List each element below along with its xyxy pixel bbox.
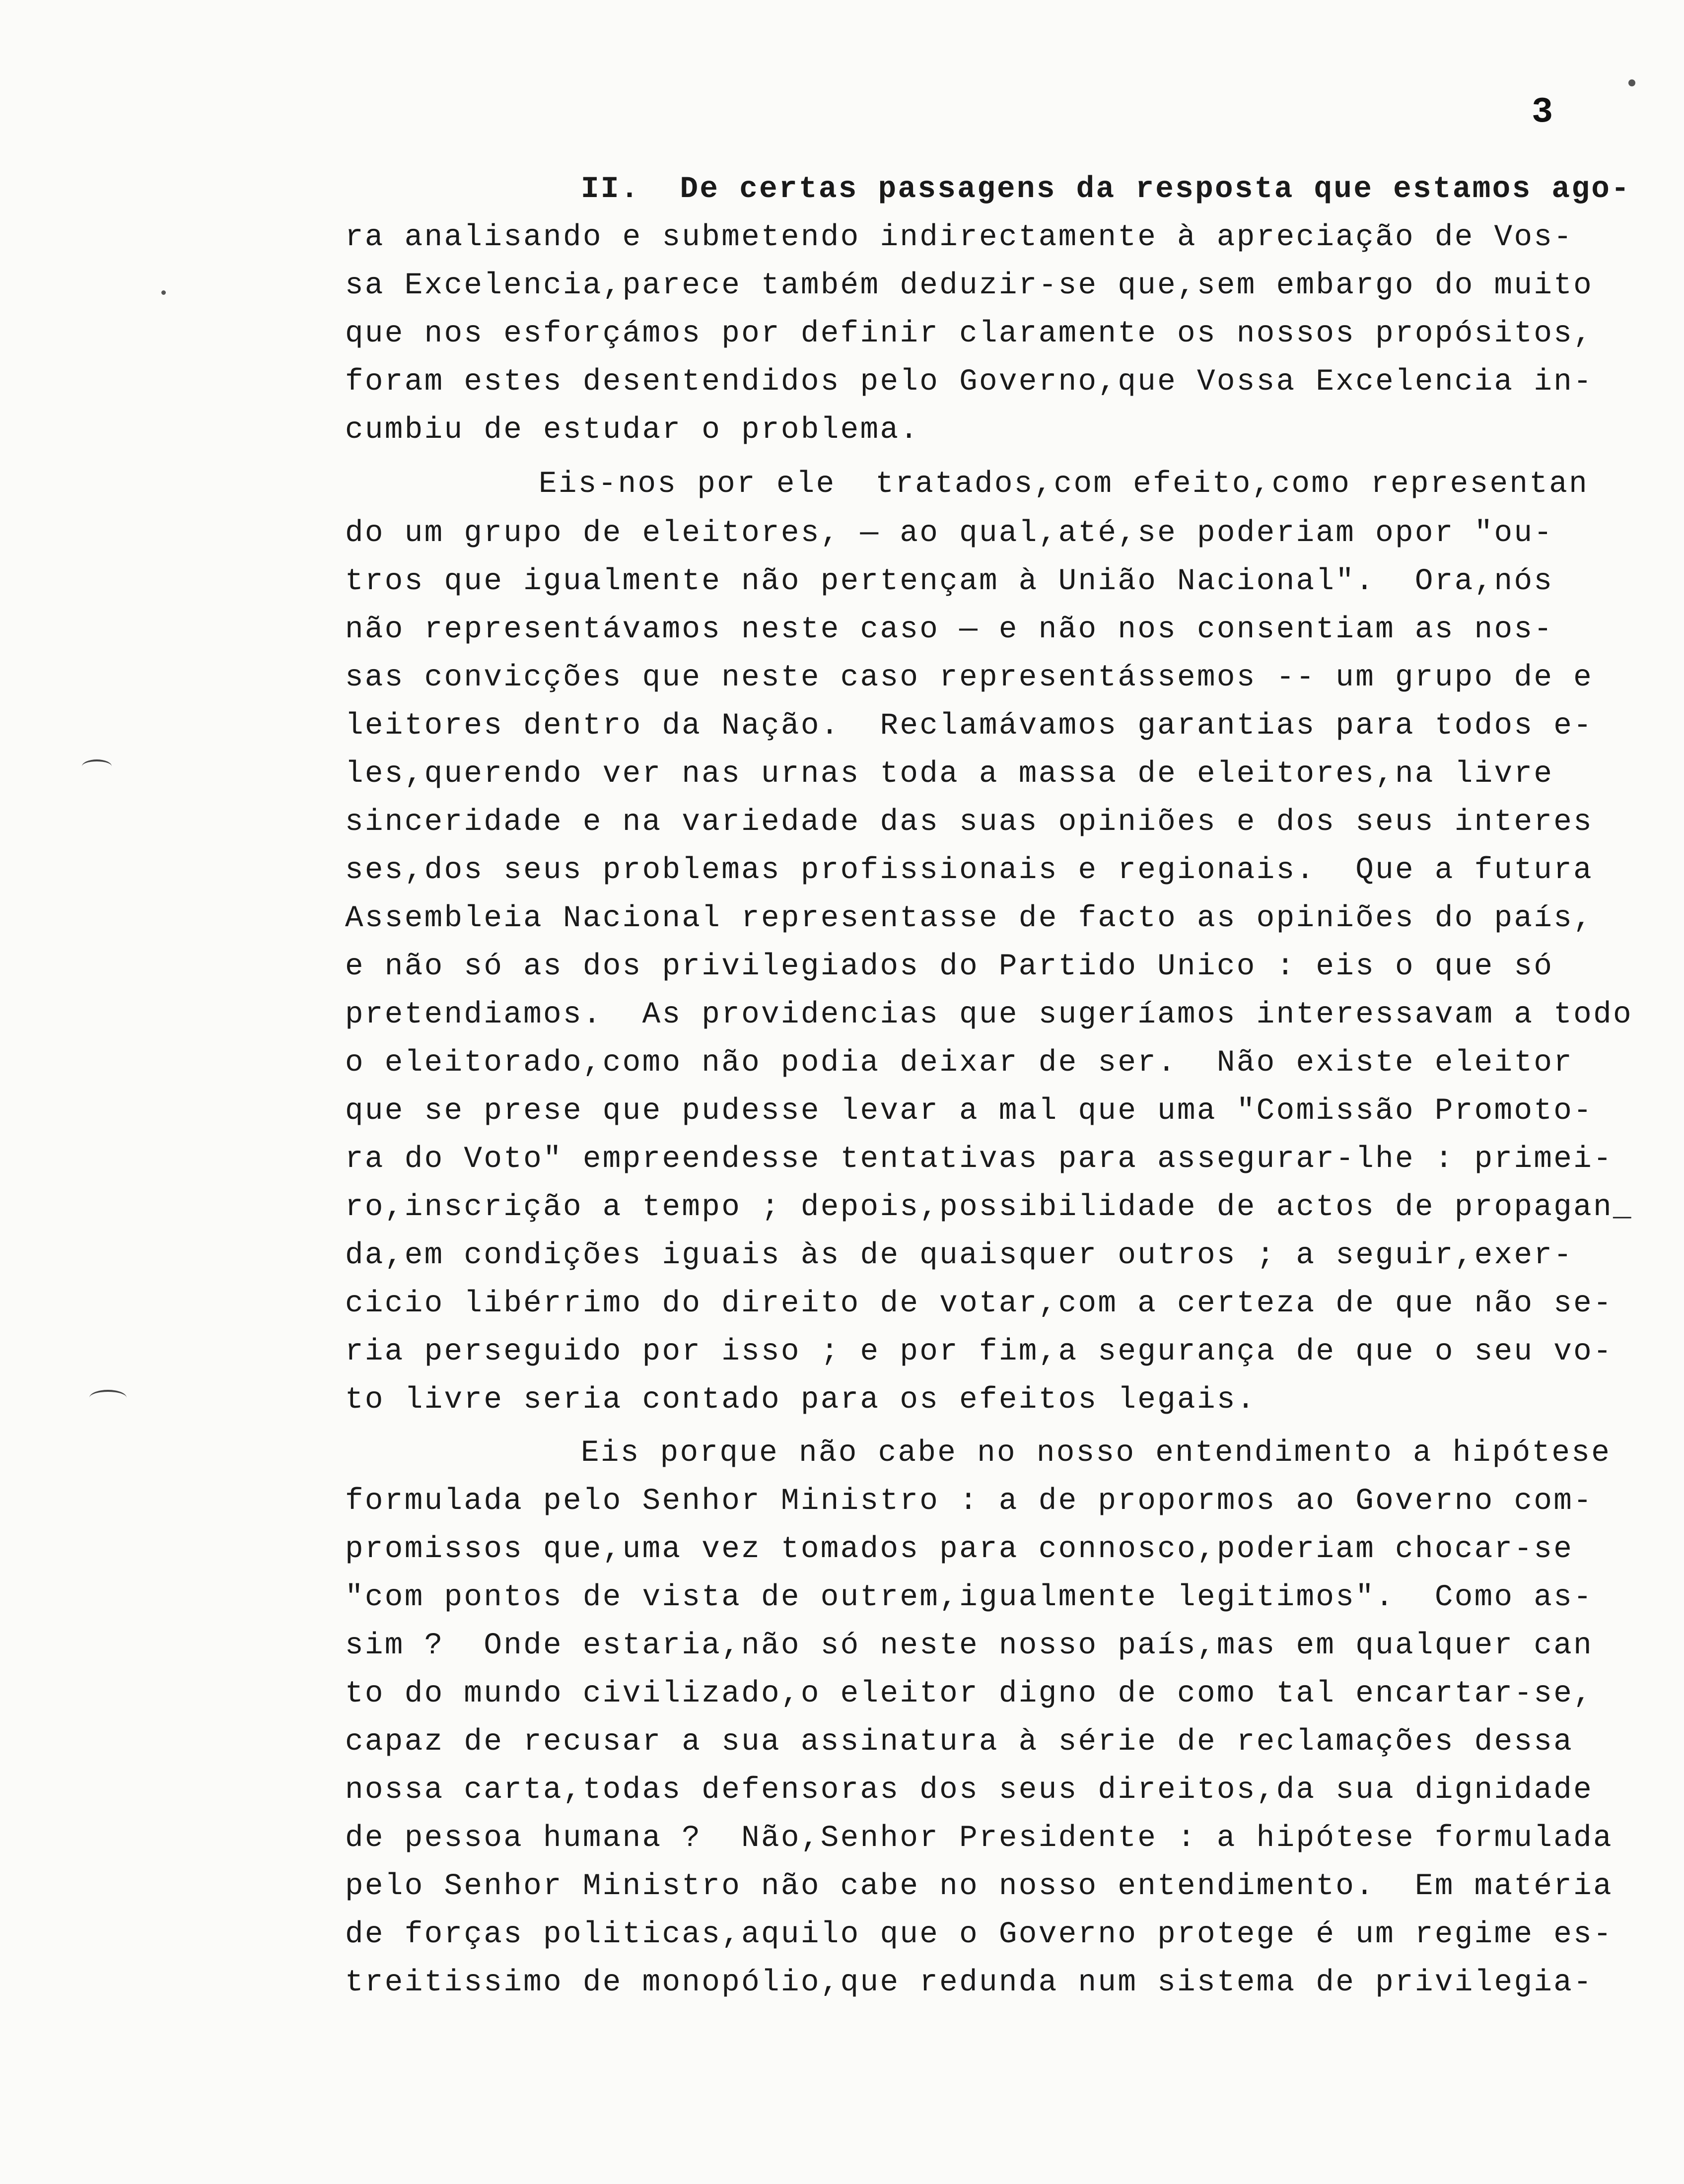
text-line: capaz de recusar a sua assinatura à série de reclamações dessa bbox=[345, 1725, 1574, 1759]
text-line: não representávamos neste caso — e não nos consentiam as nos- bbox=[345, 613, 1554, 647]
text-line: formulada pelo Senhor Ministro : a de propormos ao Governo com- bbox=[345, 1484, 1594, 1518]
text-line: Eis porque não cabe no nosso entendimento a hipótese bbox=[581, 1436, 1612, 1470]
text-line: Eis-nos por ele tratados,com efeito,como representan bbox=[539, 467, 1589, 501]
text-line: to do mundo civilizado,o eleitor digno de como tal encartar-se, bbox=[345, 1677, 1594, 1711]
text-line: cumbiu de estudar o problema. bbox=[345, 413, 920, 447]
text-line: "com pontos de vista de outrem,igualmente legitimos". Como as- bbox=[345, 1580, 1594, 1615]
text-line: de pessoa humana ? Não,Senhor Presidente : a hipótese formulada bbox=[345, 1821, 1613, 1855]
text-line: nossa carta,todas defensoras dos seus direitos,da sua dignidade bbox=[345, 1773, 1594, 1807]
text-line: cicio libérrimo do direito de votar,com a certeza de que não se- bbox=[345, 1287, 1613, 1321]
text-line: leitores dentro da Nação. Reclamávamos garantias para todos e- bbox=[345, 709, 1594, 743]
text-line: que nos esforçámos por definir claramente os nossos propósitos, bbox=[345, 317, 1594, 351]
text-line: tros que igualmente não pertençam à União Nacional". Ora,nós bbox=[345, 564, 1554, 599]
text-line: pretendiamos. As providencias que sugeríamos interessavam a todo bbox=[345, 998, 1633, 1032]
page-number: 3 bbox=[1532, 92, 1553, 133]
text-line: sinceridade e na variedade das suas opiniões e dos seus interes bbox=[345, 805, 1594, 839]
text-line: to livre seria contado para os efeitos legais. bbox=[345, 1383, 1257, 1417]
text-line: treitissimo de monopólio,que redunda num sistema de privilegia- bbox=[345, 1966, 1594, 2000]
text-line: da,em condições iguais às de quaisquer outros ; a seguir,exer- bbox=[345, 1238, 1574, 1273]
text-line: do um grupo de eleitores, — ao qual,até,se poderiam opor "ou- bbox=[345, 516, 1554, 550]
text-line: foram estes desentendidos pelo Governo,que Vossa Excelencia in- bbox=[345, 365, 1594, 399]
text-line: sim ? Onde estaria,não só neste nosso país,mas em qualquer can bbox=[345, 1629, 1594, 1663]
text-line: que se prese que pudesse levar a mal que uma "Comissão Promoto- bbox=[345, 1094, 1594, 1128]
text-line: ses,dos seus problemas profissionais e regionais. Que a futura bbox=[345, 853, 1594, 887]
text-line: ria perseguido por isso ; e por fim,a segurança de que o seu vo- bbox=[345, 1335, 1613, 1369]
text-line: II. De certas passagens da resposta que estamos ago- bbox=[581, 172, 1631, 206]
text-line: e não só as dos privilegiados do Partido Unico : eis o que só bbox=[345, 950, 1554, 984]
text-line: ro,inscrição a tempo ; depois,possibilidade de actos de propagan_ bbox=[345, 1190, 1633, 1225]
text-line: o eleitorado,como não podia deixar de ser. Não existe eleitor bbox=[345, 1046, 1574, 1080]
text-line: les,querendo ver nas urnas toda a massa de eleitores,na livre bbox=[345, 757, 1554, 791]
text-line: promissos que,uma vez tomados para connosco,poderiam chocar-se bbox=[345, 1532, 1574, 1567]
text-line: sa Excelencia,parece também deduzir-se que,sem embargo do muito bbox=[345, 269, 1594, 303]
text-line: ra analisando e submetendo indirectamente à apreciação de Vos- bbox=[345, 220, 1574, 255]
text-line: Assembleia Nacional representasse de facto as opiniões do país, bbox=[345, 901, 1594, 936]
text-line: pelo Senhor Ministro não cabe no nosso entendimento. Em matéria bbox=[345, 1869, 1613, 1904]
text-line: ra do Voto" empreendesse tentativas para assegurar-lhe : primei- bbox=[345, 1142, 1613, 1176]
text-line: sas convicções que neste caso representássemos -- um grupo de e bbox=[345, 661, 1594, 695]
text-line: de forças politicas,aquilo que o Governo protege é um regime es- bbox=[345, 1917, 1613, 1952]
